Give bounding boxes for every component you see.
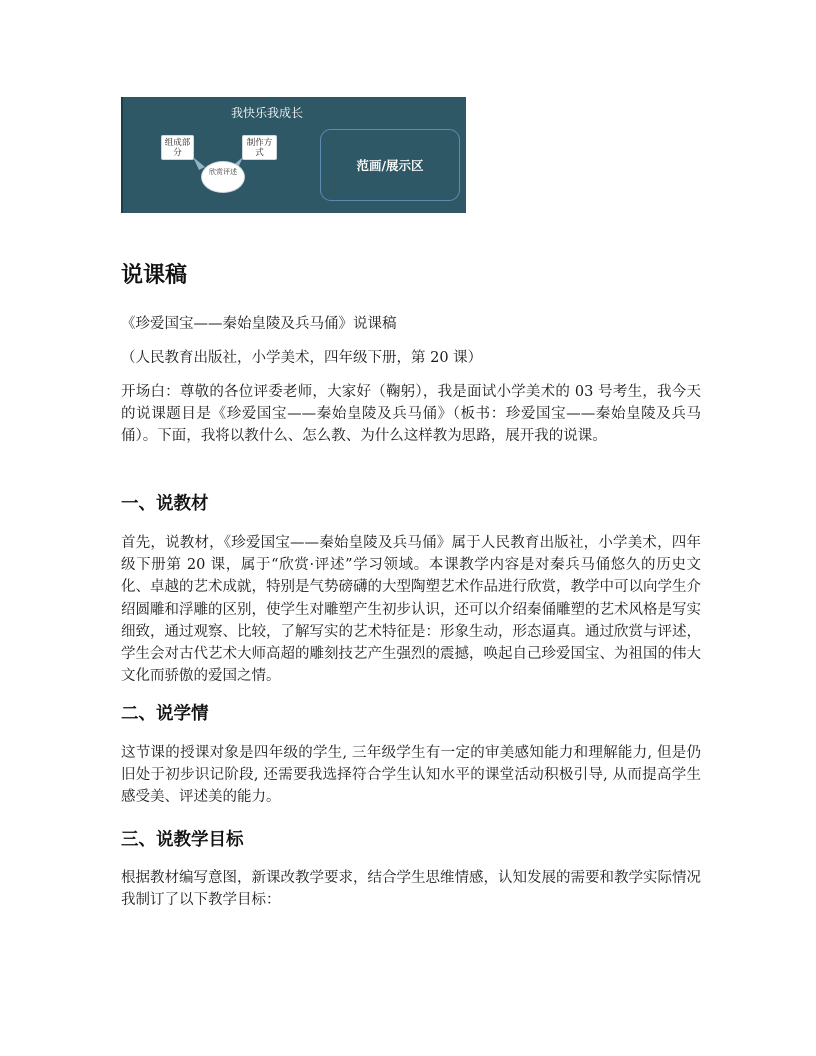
appreciation-circle: 欣赏评述 — [201, 161, 245, 193]
section-body-students: 这节课的授课对象是四年级的学生, 三年级学生有一定的审美感知能力和理解能力, 但是仍旧处于初步识记阶段, 还需要我选择符合学生认知水平的课堂活动积极引导, 从而提高学生感受美、评述美的能力。 — [121, 745, 701, 806]
lecture-subtitle: 《珍爱国宝——秦始皇陵及兵马俑》说课稿 — [121, 316, 397, 332]
edition-info: （人民教育出版社，小学美术，四年级下册，第 20 课） — [121, 350, 483, 366]
component-box: 组成部分 — [161, 135, 194, 160]
method-box: 制作方式 — [242, 135, 277, 160]
display-zone: 范画/展示区 — [320, 129, 460, 201]
board-title: 我快乐我成长 — [230, 106, 303, 120]
section-heading-objectives: 三、说教学目标 — [121, 830, 244, 850]
board-design-diagram — [121, 97, 466, 213]
section-heading-textbook: 一、说教材 — [121, 494, 209, 514]
opening-paragraph: 开场白：尊敬的各位评委老师，大家好（鞠躬），我是面试小学美术的 03 号考生，我今天的说课题目是《珍爱国宝——秦始皇陵及兵马俑》（板书：珍爱国宝——秦始皇陵及兵马俑）。下面，我将以教什么、怎么教、为什么这样教为思路，展开我的说课。 — [121, 384, 701, 445]
section-body-textbook: 首先，说教材，《珍爱国宝——秦始皇陵及兵马俑》属于人民教育出版社，小学美术，四年级下册第 20 课，属于“欣赏·评述”学习领域。本课教学内容是对秦兵马俑悠久的历史文化、卓越的艺术成就，特别是气势磅礴的大型陶塑艺术作品进行欣赏，教学中可以向学生介绍圆雕和浮雕的区别，使学生对雕塑产生初步认识，还可以介绍秦俑雕塑的艺术风格是写实细致，通过观察、比较，了解写实的艺术特征是：形象生动，形态逼真。通过欣赏与评述，学生会对古代艺术大师高超的雕刻技艺产生强烈的震撼，唤起自己珍爱国宝、为祖国的伟大文化而骄傲的爱国之情。 — [121, 535, 701, 685]
section-heading-students: 二、说学情 — [121, 704, 209, 724]
section-body-objectives: 根据教材编写意图，新课改教学要求，结合学生思维情感，认知发展的需要和教学实际情况我制订了以下教学目标： — [121, 870, 701, 909]
document-title: 说课稿 — [121, 263, 188, 288]
